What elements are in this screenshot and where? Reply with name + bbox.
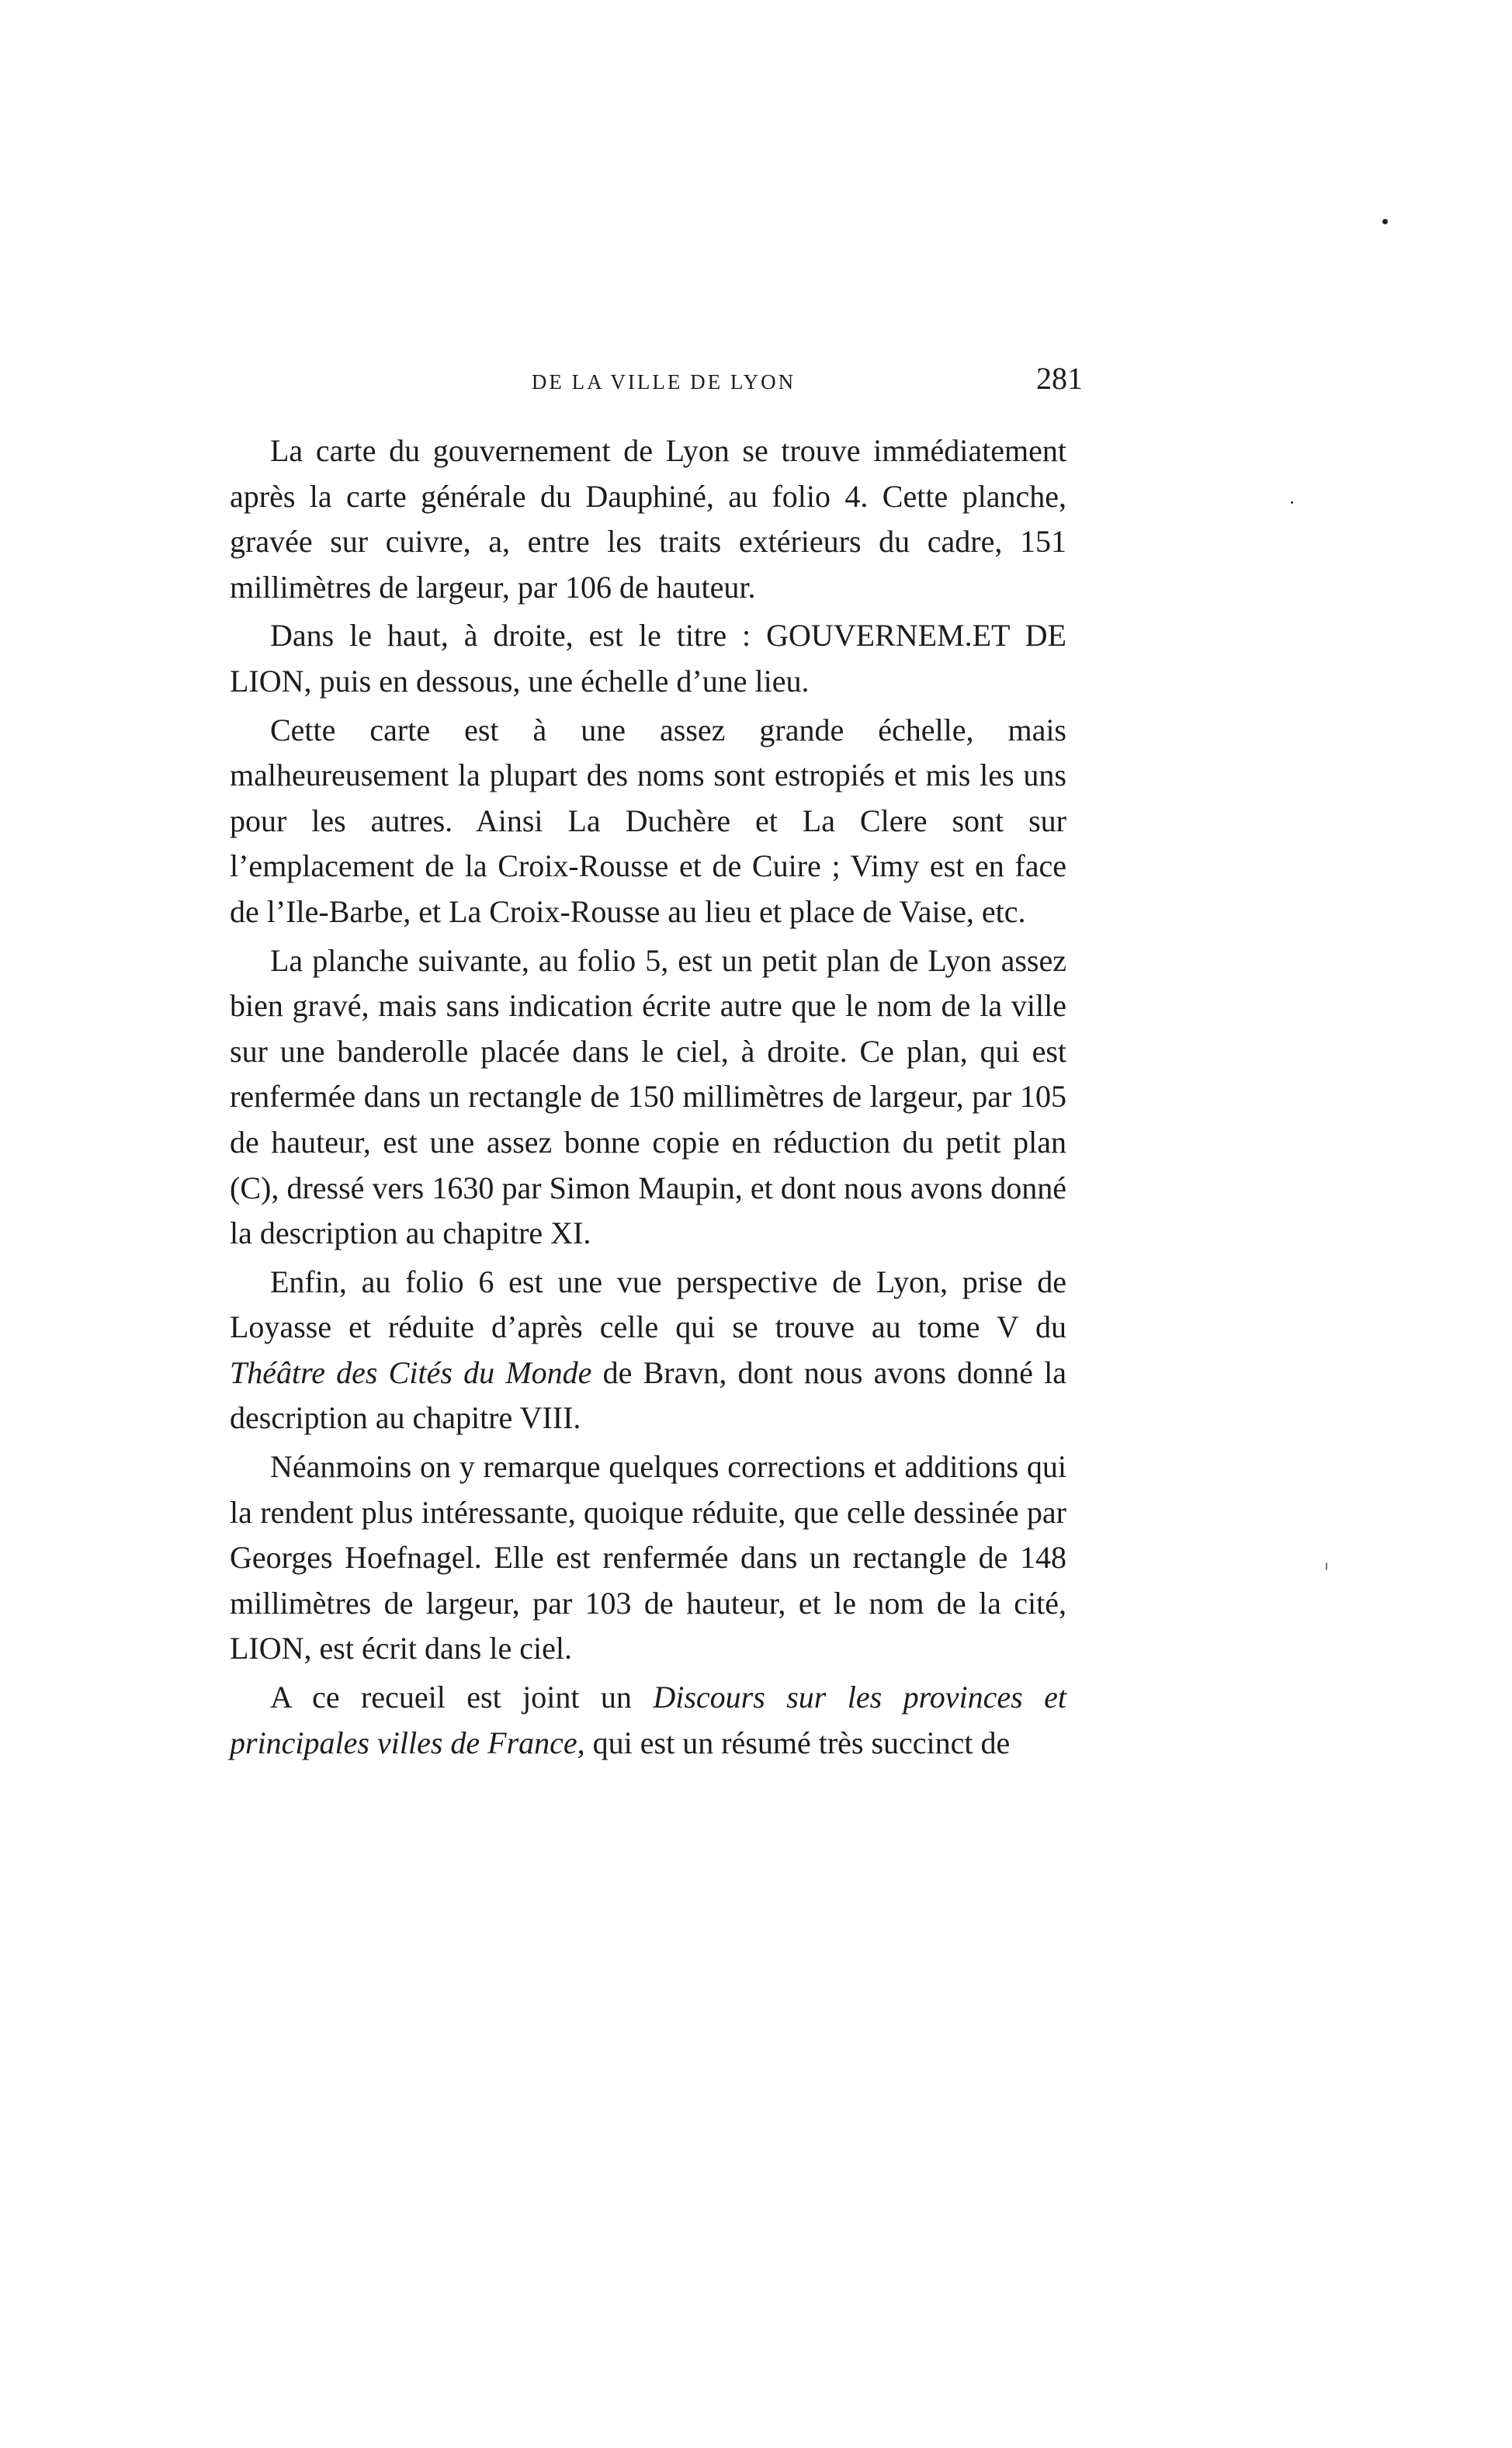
paragraph bbox=[230, 1444, 1066, 1672]
text-run: Néanmoins on y remarque quelques corrections et additions qui la rendent plus intéressante, quoique réduite, que celle dessinée par Georges Hoefnagel. Elle est renfermée dans un rectangle de 148 millimètres de largeur, par 103 de hauteur, et le nom de la cité, LION, est écrit dans le ciel. bbox=[230, 1449, 1066, 1666]
text-run: La planche suivante, au folio 5, est un petit plan de Lyon assez bien gravé, mais sans indication écrite autre que le nom de la ville sur une banderolle placée dans le ciel, à droite. Ce plan, qui est renfermée dans un rectangle de 150 millimètres de largeur, par 105 de hauteur, est une assez bonne copie en réduction du petit plan (C), dressé vers 1630 par Simon Maupin, et dont nous avons donné la description au chapitre XI. bbox=[230, 942, 1066, 1251]
text-run: La carte du gouvernement de Lyon se trouve immédiatement après la carte générale du Dauphiné, au folio 4. Cette planche, gravée sur cuivre, a, entre les traits extérieurs du cadre, 151 millimètres de largeur, par 106 de hauteur. bbox=[230, 433, 1066, 605]
paragraph bbox=[230, 428, 1066, 610]
text-run: A ce recueil est joint un bbox=[270, 1680, 654, 1715]
italic-title: Théâtre des Cités du Monde bbox=[230, 1354, 592, 1390]
paragraph bbox=[230, 708, 1066, 935]
paragraph bbox=[230, 613, 1066, 704]
text-run: Enfin, au folio 6 est une vue perspective de Lyon, prise de Loyasse et réduite d’après celle qui se trouve au tome V du bbox=[230, 1264, 1066, 1345]
page-number: 281 bbox=[1036, 361, 1083, 396]
ink-speck bbox=[1291, 501, 1293, 504]
running-head: DE LA VILLE DE LYON bbox=[531, 370, 796, 394]
ink-speck bbox=[1326, 1562, 1327, 1570]
paragraph bbox=[230, 1675, 1066, 1766]
text-run: qui est un résumé très succinct de bbox=[584, 1725, 1011, 1760]
italic-title: Discours sur les provinces et principales villes de France, bbox=[230, 1680, 1066, 1760]
paragraph bbox=[230, 938, 1066, 1257]
ink-speck bbox=[1382, 219, 1388, 224]
text-run: Cette carte est à une assez grande échelle, mais malheureusement la plupart des noms sont estropiés et mis les uns pour les autres. Ainsi La Duchère et La Clere sont sur l’emplacement de la Croix-Rousse et de Cuire ; Vimy est en face de l’Ile-Barbe, et La Croix-Rousse au lieu et place de Vaise, etc. bbox=[230, 712, 1066, 929]
paragraph bbox=[230, 1260, 1066, 1441]
body-text bbox=[230, 428, 1066, 1766]
text-run: Dans le haut, à droite, est le titre : GOUVERNEM.ET DE LION, puis en dessous, une échelle d’une lieu. bbox=[230, 618, 1066, 699]
text-run: de Bravn, dont nous avons donné la description au chapitre VIII. bbox=[230, 1354, 1066, 1436]
